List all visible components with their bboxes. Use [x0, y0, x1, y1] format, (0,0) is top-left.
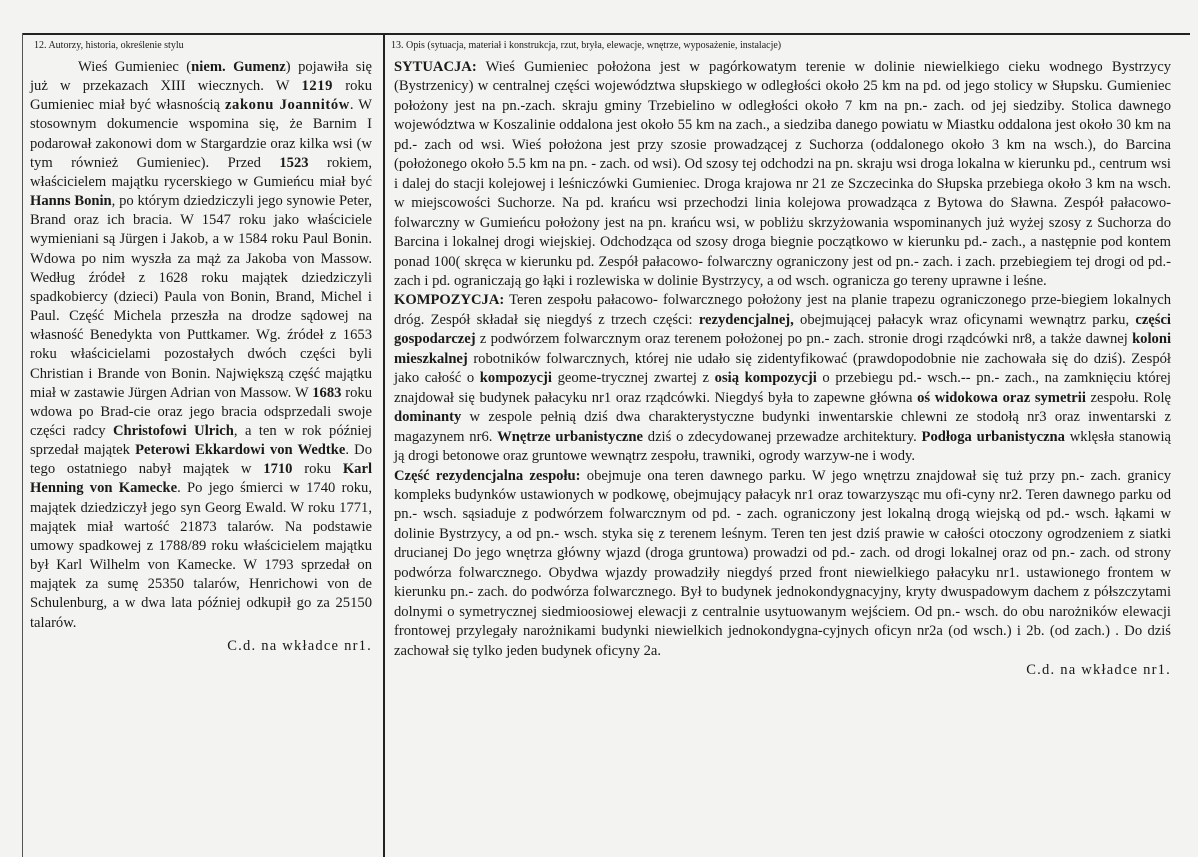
left-column-header: 12. Autorzy, historia, określenie stylu	[34, 40, 184, 51]
column-divider	[383, 33, 385, 857]
right-column-header: 13. Opis (sytuacja, materiał i konstrukcja, rzut, bryła, elewacje, wnętrze, wyposażenie, instalacje)	[391, 40, 782, 51]
situation-paragraph: SYTUACJA: Wieś Gumieniec położona jest w pagórkowatym terenie w dolinie niewielkiego cieku wodnego Bystrzycy (Bystrzenicy) w centralnej części województwa słupskiego w odległości około 25 km na pd. od jego stolicy w Słupsku. Gumieniec położony jest na pn.-zach. skraju gminy Trzebielino w odległości około 7 km na pn.- zach. od jej siedziby. Stolica dawnego województwa w Koszalinie oddalona jest około 55 km na zach., a siedziba danego powiatu w Miastku oddalona jest około 30 km na pd.- zach od wsi. Wieś położona jest przy szosie prowadzącej z Suchorza (oddalonego około 3 km na wsch.), do Barcina (położonego około 5.5 km na pn. - zach. od wsi). Od szosy tej odchodzi na pn. skraju wsi droga lokalna w kierunku pd., centrum wsi i dalej do stacji kolejowej i leśniczówki Gumieniec. Droga krajowa nr 21 ze Szczecinka do Słupska przebiega około 3 km na wsch. w miejscowości Suchorze. Na pd. krańcu wsi przechodzi linia kolejowa prowadząca z Bytowa do Sławna. Zespół pałacowo- folwarczny w Gumieńcu położony jest na pn. krańcu wsi, w pobliżu skrzyżowania wspominanych już wyżej szosy z Suchorza do Barcina i lokalnej drogi wiejskiej. Odchodząca od szosy droga biegnie początkowo w kierunku pd.- zach., a następnie pod kontem ponad 100( skręca w kierunku pd. Zespół pałacowo- folwarczny ograniczony jest od pn.- zach. i zach. przebiegiem tej drogi od pd.- zach i pd. ograniczają go łąki i rozlewiska w dolinie Bystrzycy, a od wsch. ogranicza go tereny uprawne i leśne.	[394, 59, 1171, 289]
history-column	[30, 58, 372, 656]
description-column	[394, 58, 1171, 681]
continued-note-left: C.d. na wkładce nr1.	[227, 637, 372, 654]
history-paragraph: Wieś Gumieniec (niem. Gumenz) pojawiła się już w przekazach XIII wiecznych. W 1219 roku Gumieniec miał być własnością zakonu Joannitów. W stosownym dokumencie wspomina się, że Barnim I podarował zakonowi dom w Stargardzie oraz kilka wsi (w tym również Gumieniec). Przed 1523 rokiem, właścicielem majątku rycerskiego w Gumieńcu miał być Hanns Bonin, po którym dziedziczyli jego synowie Peter, Brand oraz ich bracia. W 1547 roku jako właściciele wymieniani są Jürgen i Jakob, a w 1584 roku Paul Bonin. Wdowa po nim wyszła za mąż za Jakoba von Massow. Według źródeł z 1628 roku majątek dziedziczyli spadkobiercy (dzieci) Paula von Bonin, Brand, Michel i Paul. Część Michela przeszła na drodze sądowej na własność Benedykta von Puttkamer. Wg. źródeł z 1653 roku właścicielami pozostałych dwóch części byli Christian i Brande von Bonin. Największą część majątku miał w zastawie Jürgen Adrian von Massow. W 1683 roku wdowa po Brad-cie oraz jego bracia odsprzedali swoje części radcy Christofowi Ulrich, a ten w rok później sprzedał majątek Peterowi Ekkardowi von Wedtke. Do tego ostatniego nabył majątek w 1710 roku Karl Henning von Kamecke. Po jego śmierci w 1740 roku, majątek dziedziczył jego syn Georg Ewald. W roku 1771, majątek miał wartość 21873 talarów. Na podstawie umowy spadkowej z 1788/89 roku właścicielem majątku był Karl Wilhelm von Kamecke. W 1793 sprzedał on majątek za sumę 25350 talarów, Henrichowi von de Schulenburg, a w dwa lata później odkupił go za 25150 talarów.	[30, 59, 373, 631]
frame-top-rule	[22, 33, 1190, 35]
residential-part-paragraph: Część rezydencjalna zespołu: obejmuje ona teren dawnego parku. W jego wnętrzu znajdował się tuż przy pn.- zach. granicy kompleks budynków ustawionych w podkowę, obejmujący pałacyk nr1 oraz towarzysząc mu ofi-cyny nr2. Teren dawnego parku od pn.- wsch. sąsiaduje z podwórzem folwarcznym od pd. - zach. ograniczony jest lokalną drogą wiejską od pd.- wsch. łąkami w dolinie Bystrzycy, a od pn.- wsch. styka się z terenem leśnym. Teren ten jest dziś prawie w całości otoczony ogrodzeniem z siatki drucianej Do jego wnętrza główny wjazd (droga gruntowa) prowadzi od pd.- zach. od drogi lokalnej oraz od pn.- zach. od strony podwórza folwarcznego. Obydwa wjazdy prowadziły niegdyś przed front niewielkiego pałacyku nr1. ustawionego frontem w kierunku pn.- zach. do podwórza folwarcznego. Był to budynek jednokondygnacyjny, kryty dwuspadowym dachem z półszczytami dolnymi o symetrycznej siedmioosiowej elewacji z centralnie usytuowanym wejściem. Od pn.- wsch. do obu narożników elewacji frontowej przylegały narożnikami budynki niewielkich jednokondygna-cyjnych oficyn nr2a (od wsch.) i 2b. (od zach.) . Do dziś zachował się tylko jeden budynek oficyny 2a.	[394, 467, 1171, 659]
composition-paragraph: KOMPOZYCJA: Teren zespołu pałacowo- folwarcznego położony jest na planie trapezu ograniczonego prze-biegiem lokalnych dróg. Zespół składał się niegdyś z trzech części: rezydencjalnej, obejmującej pałacyk wraz oficynami wewnątrz parku, części gospodarczej z podwórzem folwarcznym oraz terenem położonej po pn.- zach. stronie drogi rządcówki nr8, a także dawnej koloni mieszkalnej robotników folwarcznych, której nie udało się zidentyfikować (prawdopodobnie nie zachowała się do dziś). Zespół jako całość o kompozycji geome-trycznej zwartej z osią kompozycji o przebiegu pd.- wsch.-- pn.- zach., na zamknięciu której znajdował się budynek pałacyku nr1 oraz rządcówki. Niegdyś była to zapewne główna oś widokowa oraz symetrii zespołu. Rolę dominanty w zespole pełnią dziś dwa charakterystyczne budynki inwentarskie chlewni ze stodołą nr3 oraz inwentarski z magazynem nr6. Wnętrze urbanistyczne dziś o zdecydowanej przewadze architektury. Podłoga urbanistyczna wklęsła stanowią ją drogi betonowe oraz gruntowe wewnątrz zespołu, trawniki, ogrody warzyw-ne i wody.	[394, 292, 1171, 465]
continued-note-right: C.d. na wkładce nr1.	[1026, 662, 1171, 679]
frame-left-rule	[22, 33, 23, 857]
